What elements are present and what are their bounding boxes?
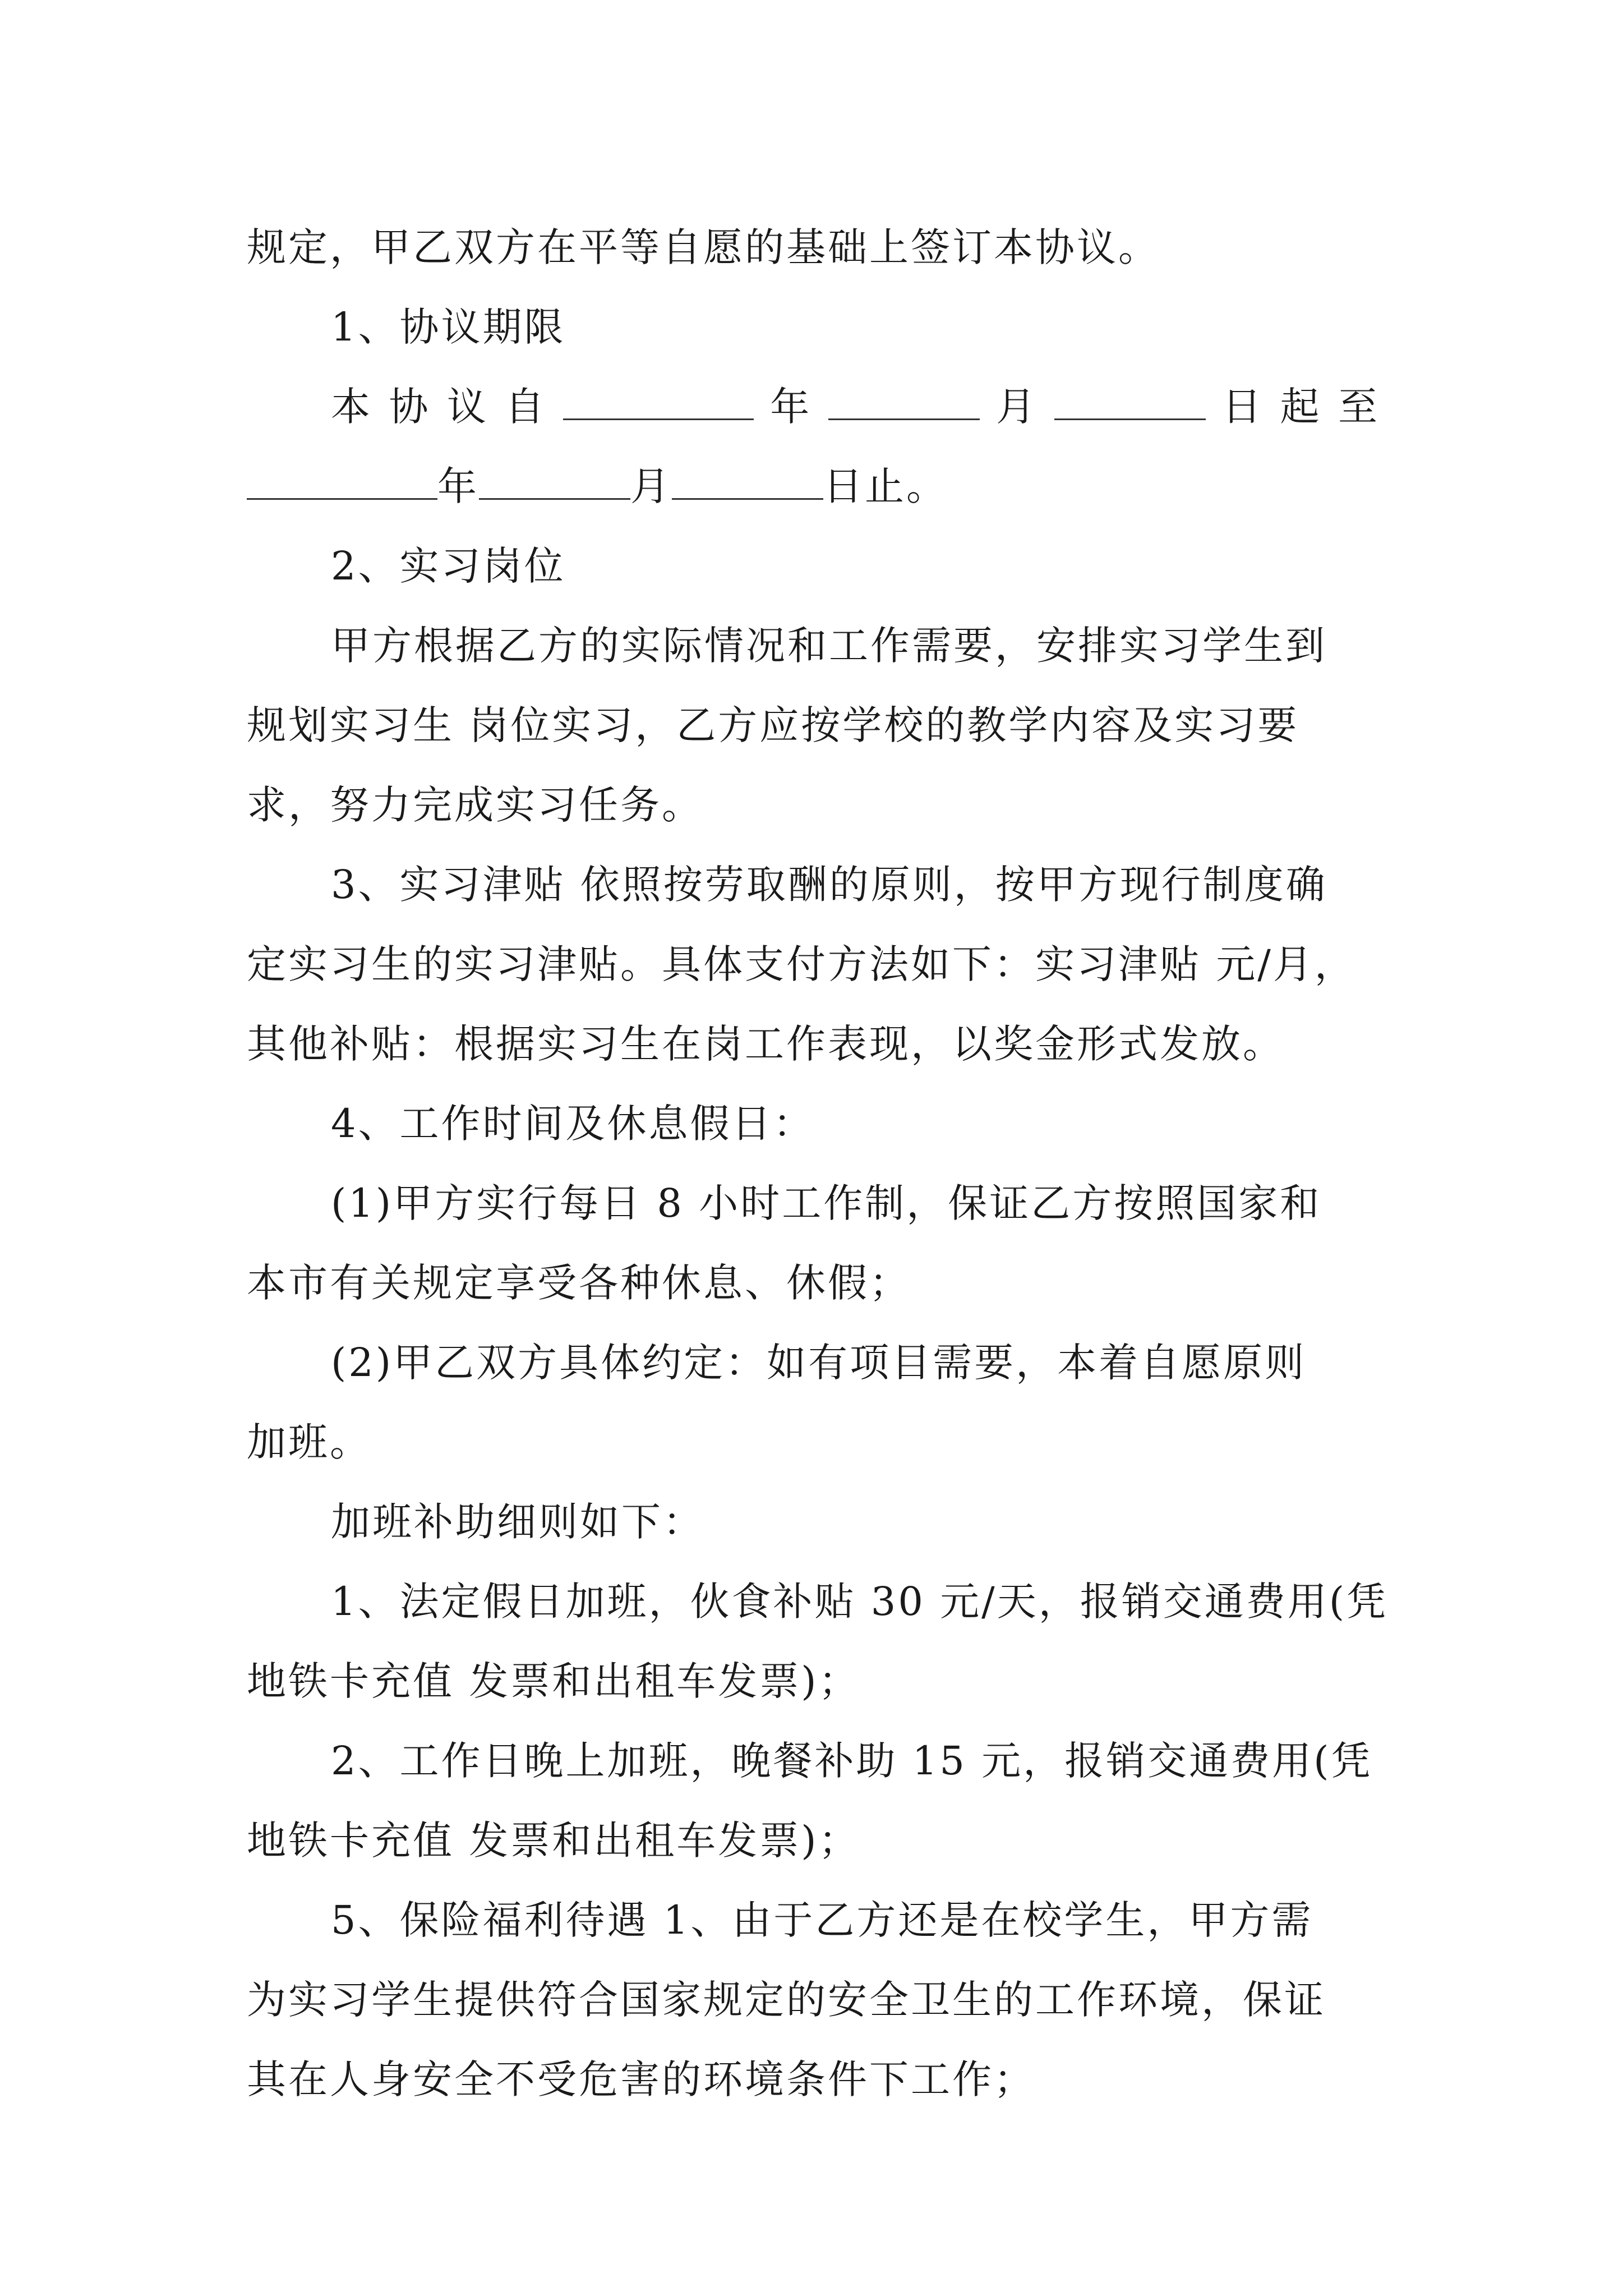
paragraph-line: 2、工作日晚上加班，晚餐补助 15 元，报销交通费用(凭 — [331, 1738, 1373, 1784]
blank-field — [563, 385, 754, 420]
paragraph-line: (2)甲乙双方具体约定：如有项目需要，本着自愿原则 — [331, 1340, 1307, 1386]
blank-field — [247, 464, 437, 500]
paragraph-line: 甲方根据乙方的实际情况和工作需要，安排实习学生到 — [331, 623, 1327, 669]
paragraph-line: 加班补助细则如下： — [331, 1499, 704, 1545]
term-date-line-2: 年 月 日止。 — [247, 447, 1380, 526]
paragraph-line: 3、实习津贴 依照按劳取酬的原则，按甲方现行制度确 — [331, 862, 1327, 908]
paragraph-line: 求，努力完成实习任务。 — [247, 782, 703, 828]
section-heading-hours: 4、工作时间及休息假日： — [331, 1101, 815, 1147]
paragraph-line: 其在人身安全不受危害的环境条件下工作； — [247, 2056, 1035, 2102]
paragraph-line: 为实习学生提供符合国家规定的安全卫生的工作环境，保证 — [247, 1977, 1326, 2023]
paragraph-line: 地铁卡充值 发票和出租车发票)； — [247, 1818, 860, 1864]
paragraph-line: (1)甲方实行每日 8 小时工作制，保证乙方按照国家和 — [331, 1180, 1322, 1226]
blank-field — [479, 464, 630, 500]
blank-field — [672, 464, 823, 500]
document-page — [247, 208, 1389, 2119]
paragraph-line: 加班。 — [247, 1419, 371, 1465]
section-heading-term: 1、协议期限 — [331, 304, 566, 350]
paragraph-line: 定实习生的实习津贴。具体支付方法如下：实习津贴 元/月， — [247, 941, 1356, 987]
paragraph-line: 本市有关规定享受各种休息、休假； — [247, 1260, 911, 1306]
blank-field — [1054, 385, 1206, 420]
blank-field — [828, 385, 980, 420]
term-date-line-1: 本 协 议 自 年 月 日 起 至 — [331, 384, 1380, 430]
paragraph-line: 地铁卡充值 发票和出租车发票)； — [247, 1658, 860, 1704]
paragraph-line: 其他补贴：根据实习生在岗工作表现，以奖金形式发放。 — [247, 1021, 1284, 1067]
paragraph-line: 规定，甲乙双方在平等自愿的基础上签订本协议。 — [247, 224, 1160, 270]
section-heading-insurance: 5、保险福利待遇 1、由于乙方还是在校学生，甲方需 — [331, 1897, 1313, 1943]
section-heading-position: 2、实习岗位 — [331, 543, 566, 589]
paragraph-line: 1、法定假日加班，伙食补贴 30 元/天，报销交通费用(凭 — [331, 1579, 1389, 1625]
paragraph-line: 规划实习生 岗位实习，乙方应按学校的教学内容及实习要 — [247, 702, 1299, 748]
